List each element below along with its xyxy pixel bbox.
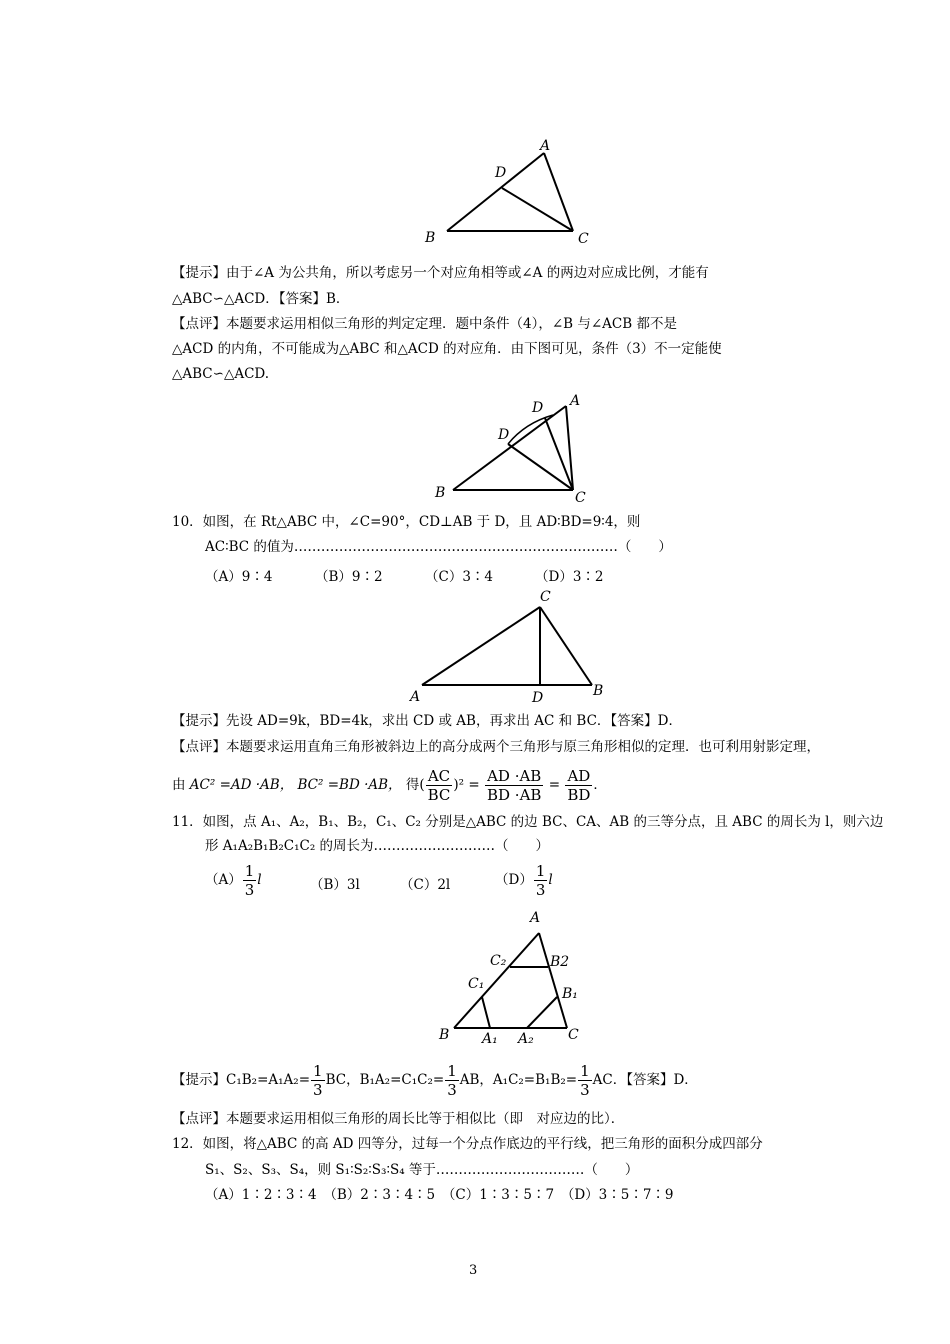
label-a1: A₁ xyxy=(482,1031,498,1047)
label-b: B xyxy=(425,230,436,246)
label-b: B xyxy=(435,485,446,501)
q11-option-a: （A） $\frac{1}{3}$ l xyxy=(205,862,262,899)
label-a: A xyxy=(540,138,551,154)
label-d: D xyxy=(495,165,507,181)
q10-option-a: （A）9∶4 xyxy=(205,569,273,585)
q10-stem-line1: 10．如图，在 Rt△ABC 中，∠C=90°，CD⊥AB 于 D，且 AD∶BD=9∶4，则 xyxy=(172,514,641,530)
label-c2: C₂ xyxy=(490,953,507,969)
label-a: A xyxy=(530,910,541,926)
label-c: C xyxy=(540,589,551,605)
q11-hint: 【提示】C₁B₂=A₁A₂= $\frac{1}{3}$ BC，B₁A₂=C₁C₂= $\frac{1}{3}$ AB，A₁C₂=B₁B₂= $\frac{1}{3}$ AC．【答案】D． xyxy=(172,1062,698,1099)
fraction-adab-bdab: $\frac{AD \cdot AB}{BD \cdot AB}$ xyxy=(486,767,542,804)
label-a: A xyxy=(570,393,581,409)
q11-option-b: （B）3l xyxy=(310,877,360,893)
label-c: C xyxy=(575,490,586,506)
q11-comment: 【点评】本题要求运用相似三角形的周长比等于相似比（即 对应边的比）． xyxy=(172,1111,625,1127)
q11-stem-line1: 11．如图，点 A₁、A₂，B₁、B₂，C₁、C₂ 分别是△ABC 的边 BC、CA、AB 的三等分点，且 ABC 的周长为 l，则六边 xyxy=(172,814,884,830)
q9-hint-line2: △ABC∽△ACD．【答案】B． xyxy=(172,291,350,307)
q10-stem-line2: AC∶BC 的值为………………………………………………………………（ ） xyxy=(205,539,672,555)
q11-option-c: （C）2l xyxy=(400,877,451,893)
label-c: C xyxy=(568,1027,579,1043)
figure-triangle-two-d xyxy=(430,393,600,508)
q9-hint-line1: 【提示】由于∠A 为公共角，所以考虑另一个对应角相等或∠A 的两边对应成比例，才能有 xyxy=(172,265,709,281)
label-b: B xyxy=(439,1027,450,1043)
q9-comment-line1: 【点评】本题要求运用相似三角形的判定定理．题中条件（4），∠B 与∠ACB 都不是 xyxy=(172,316,677,332)
q12-stem-line2: S₁、S₂、S₃、S₄，则 S₁∶S₂∶S₃∶S₄ 等于……………………………（ ） xyxy=(205,1162,639,1178)
label-c1: C₁ xyxy=(468,976,485,992)
label-a2: A₂ xyxy=(518,1031,534,1047)
q10-formula: 由 AC² =AD ·AB， BC² =BD ·AB， 得( $\frac{AC}{BC}$ )² = $\frac{AD \cdot AB}{BD \cdot AB}$ = $\frac{AD}{BD}$ ． xyxy=(172,767,607,804)
q12-stem-line1: 12．如图，将△ABC 的高 AD 四等分，过每一个分点作底边的平行线，把三角形的面积分成四部分 xyxy=(172,1136,763,1152)
label-d-lower: D xyxy=(498,427,510,443)
label-b2: B2 xyxy=(550,954,570,970)
q10-option-c: （C）3∶4 xyxy=(425,569,494,585)
q11-option-d: （D） $\frac{1}{3}$ l xyxy=(495,862,553,899)
label-c: C xyxy=(578,231,589,247)
figure-triangle-abc-d xyxy=(420,135,600,250)
page-number: 3 xyxy=(469,1263,478,1278)
label-d: D xyxy=(532,690,544,705)
q10-hint: 【提示】先设 AD=9k，BD=4k，求出 CD 或 AB，再求出 AC 和 BC．【答案】D． xyxy=(172,713,682,729)
figure-right-triangle xyxy=(405,585,615,705)
q10-option-d: （D）3∶2 xyxy=(535,569,604,585)
figure-hexagon-trisection xyxy=(430,905,590,1050)
q9-comment-line2: △ACD 的内角，不可能成为△ABC 和△ACD 的对应角．由下图可见，条件（3）不一定能使 xyxy=(172,341,722,357)
q10-comment-line1: 【点评】本题要求运用直角三角形被斜边上的高分成两个三角形与原三角形相似的定理．也可利用射影定理， xyxy=(172,739,820,755)
q9-comment-line3: △ABC∽△ACD. xyxy=(172,366,270,382)
q12-options: （A）1∶2∶3∶4 （B）2∶3∶4∶5 （C）1∶3∶5∶7 （D）3∶5∶7∶9 xyxy=(205,1187,674,1203)
label-d-upper: D xyxy=(532,400,544,416)
fraction-ac-bc: $\frac{AC}{BC}$ xyxy=(427,767,451,804)
fraction-ad-bd: $\frac{AD}{BD}$ xyxy=(567,767,591,804)
label-a: A xyxy=(410,689,421,705)
q10-option-b: （B）9∶2 xyxy=(315,569,383,585)
q11-stem-line2: 形 A₁A₂B₁B₂C₁C₂ 的周长为………………………（ ） xyxy=(205,838,550,854)
label-b1: B₁ xyxy=(562,986,578,1002)
label-b: B xyxy=(593,683,604,699)
